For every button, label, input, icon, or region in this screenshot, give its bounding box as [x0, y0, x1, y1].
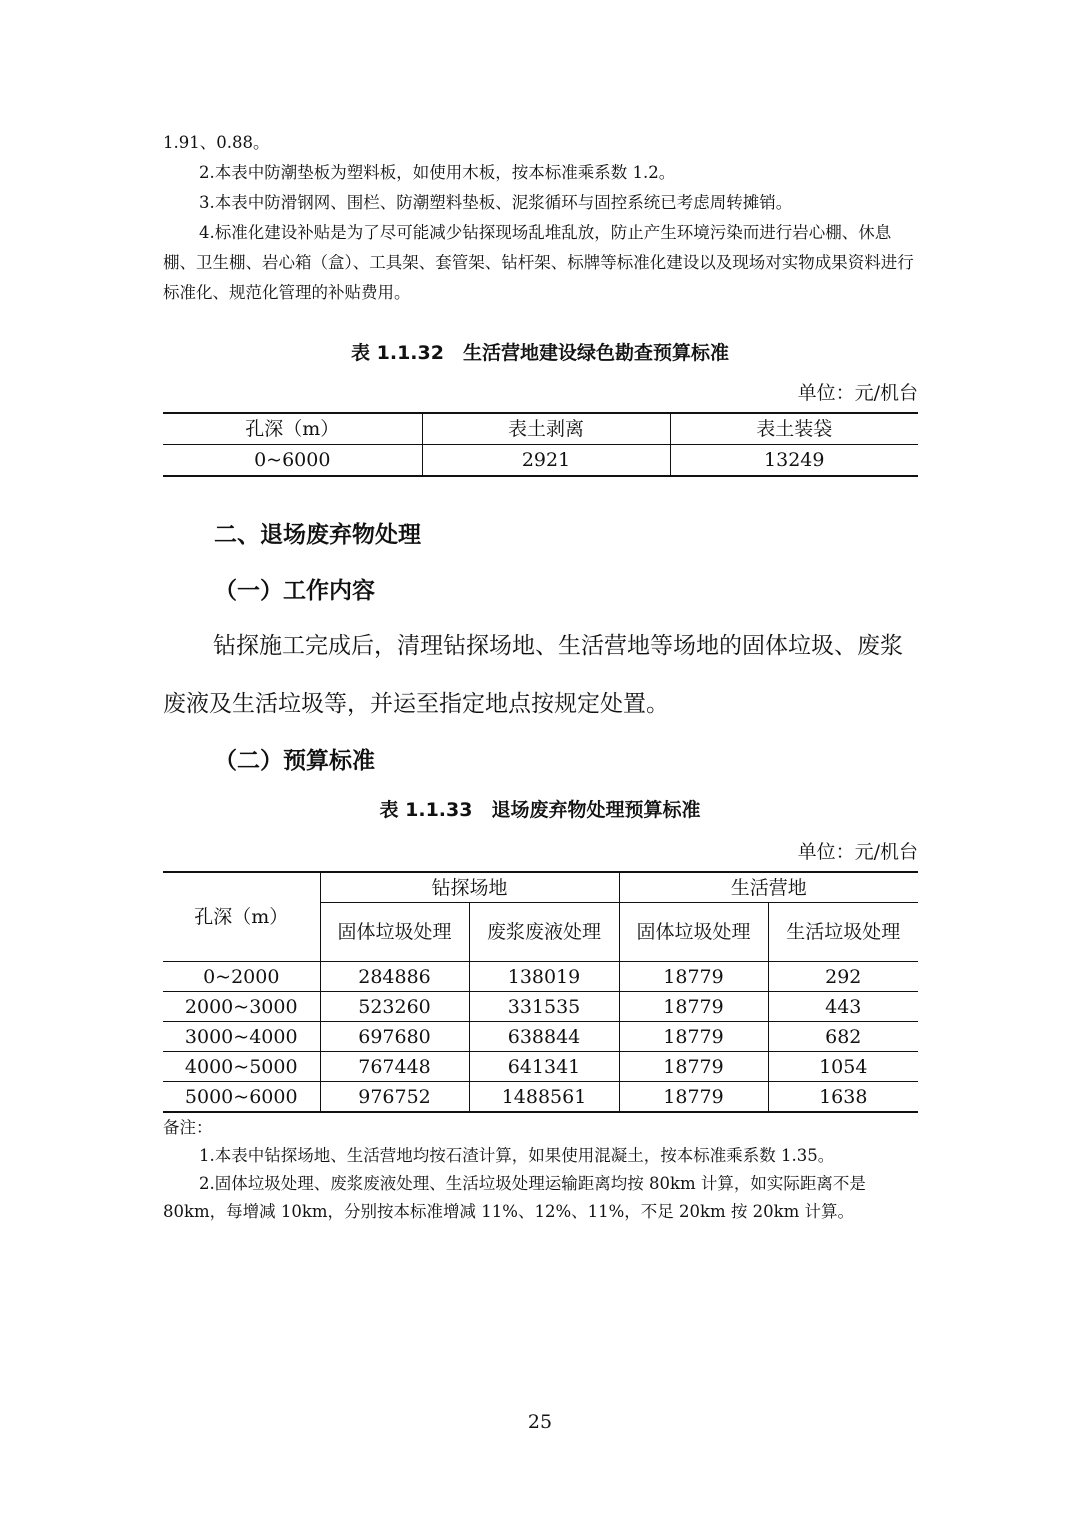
table-cell: 682	[768, 1022, 918, 1052]
note-continuation: 1.91、0.88。	[163, 133, 270, 152]
table-cell: 292	[768, 962, 918, 992]
table-row	[163, 1022, 918, 1052]
table-cell: 3000~4000	[163, 1022, 320, 1052]
table-cell: 1054	[768, 1052, 918, 1082]
table2-subheader-solid-waste: 固体垃圾处理	[320, 903, 469, 962]
notes-label: 备注：	[163, 1118, 213, 1137]
table-cell: 13249	[670, 445, 918, 477]
table2	[163, 871, 918, 1113]
subsection-budget-standard: （二）预算标准	[214, 748, 375, 774]
note-3: 3.本表中防滑钢网、围栏、防潮塑料垫板、泥浆循环与固控系统已考虑周转摊销。	[199, 193, 793, 212]
table-row	[163, 445, 918, 477]
table-cell: 2921	[422, 445, 670, 477]
table-cell: 18779	[619, 992, 768, 1022]
table-cell: 4000~5000	[163, 1052, 320, 1082]
table-cell: 0~2000	[163, 962, 320, 992]
subsection-work-content: （一）工作内容	[214, 578, 375, 604]
table-cell: 443	[768, 992, 918, 1022]
table2-subheader-camp-solid-waste: 固体垃圾处理	[619, 903, 768, 962]
table-cell: 5000~6000	[163, 1082, 320, 1113]
table1-header-topsoil-strip: 表土剥离	[422, 413, 670, 445]
work-content-paragraph	[163, 617, 920, 733]
table1-unit: 单位：元/机台	[797, 382, 918, 404]
table1	[163, 412, 918, 477]
top-notes	[163, 128, 920, 308]
table1-header-row	[163, 413, 918, 445]
paragraph-text: 钻探施工完成后，清理钻探场地、生活营地等场地的固体垃圾、废浆废液及生活垃圾等，并运至指定地点按规定处置。	[163, 633, 903, 717]
table-row	[163, 992, 918, 1022]
bottom-note-2: 2.固体垃圾处理、废浆废液处理、生活垃圾处理运输距离均按 80km 计算，如实际距离不是 80km，每增减 10km，分别按本标准增减 11%、12%、11%，不足 20km 按 20km 计算。	[163, 1174, 866, 1221]
table2-subheader-domestic-waste: 生活垃圾处理	[768, 903, 918, 962]
table-cell: 641341	[469, 1052, 619, 1082]
table-cell: 697680	[320, 1022, 469, 1052]
table-cell: 18779	[619, 1082, 768, 1113]
note-2: 2.本表中防潮垫板为塑料板，如使用木板，按本标准乘系数 1.2。	[199, 163, 676, 182]
table2-header-camp: 生活营地	[619, 872, 918, 903]
section-heading: 二、退场废弃物处理	[214, 522, 421, 548]
table-cell: 18779	[619, 962, 768, 992]
note-4: 4.标准化建设补贴是为了尽可能减少钻探现场乱堆乱放，防止产生环境污染而进行岩心棚、休息棚、卫生棚、岩心箱（盒）、工具架、套管架、钻杆架、标牌等标准化建设以及现场对实物成果资料进行标准化、规范化管理的补贴费用。	[163, 223, 914, 302]
table-row	[163, 962, 918, 992]
table-cell: 1638	[768, 1082, 918, 1113]
table-cell: 523260	[320, 992, 469, 1022]
table-cell: 638844	[469, 1022, 619, 1052]
table2-caption: 表 1.1.33 退场废弃物处理预算标准	[379, 799, 701, 821]
table-cell: 18779	[619, 1052, 768, 1082]
table-cell: 767448	[320, 1052, 469, 1082]
table1-header-topsoil-bag: 表土装袋	[670, 413, 918, 445]
table2-header-depth: 孔深（m）	[163, 872, 320, 962]
table-cell: 0~6000	[254, 449, 331, 471]
table2-subheader-waste-slurry: 废浆废液处理	[469, 903, 619, 962]
table-cell: 18779	[619, 1022, 768, 1052]
table-cell: 284886	[320, 962, 469, 992]
table-row	[163, 1052, 918, 1082]
table-cell: 976752	[320, 1082, 469, 1113]
table1-caption: 表 1.1.32 生活营地建设绿色勘查预算标准	[351, 342, 729, 364]
table1-header-depth: 孔深（m）	[163, 413, 422, 445]
table-cell: 1488561	[469, 1082, 619, 1113]
table-cell: 331535	[469, 992, 619, 1022]
table2-group-header-row	[163, 872, 918, 903]
page-number: 25	[527, 1411, 553, 1433]
bottom-notes	[163, 1114, 920, 1226]
table-row	[163, 1082, 918, 1113]
bottom-note-1: 1.本表中钻探场地、生活营地均按石渣计算，如果使用混凝土，按本标准乘系数 1.35。	[199, 1146, 835, 1165]
table2-unit: 单位：元/机台	[797, 841, 918, 863]
table-cell: 138019	[469, 962, 619, 992]
table2-header-drill-site: 钻探场地	[320, 872, 619, 903]
table-cell: 2000~3000	[163, 992, 320, 1022]
